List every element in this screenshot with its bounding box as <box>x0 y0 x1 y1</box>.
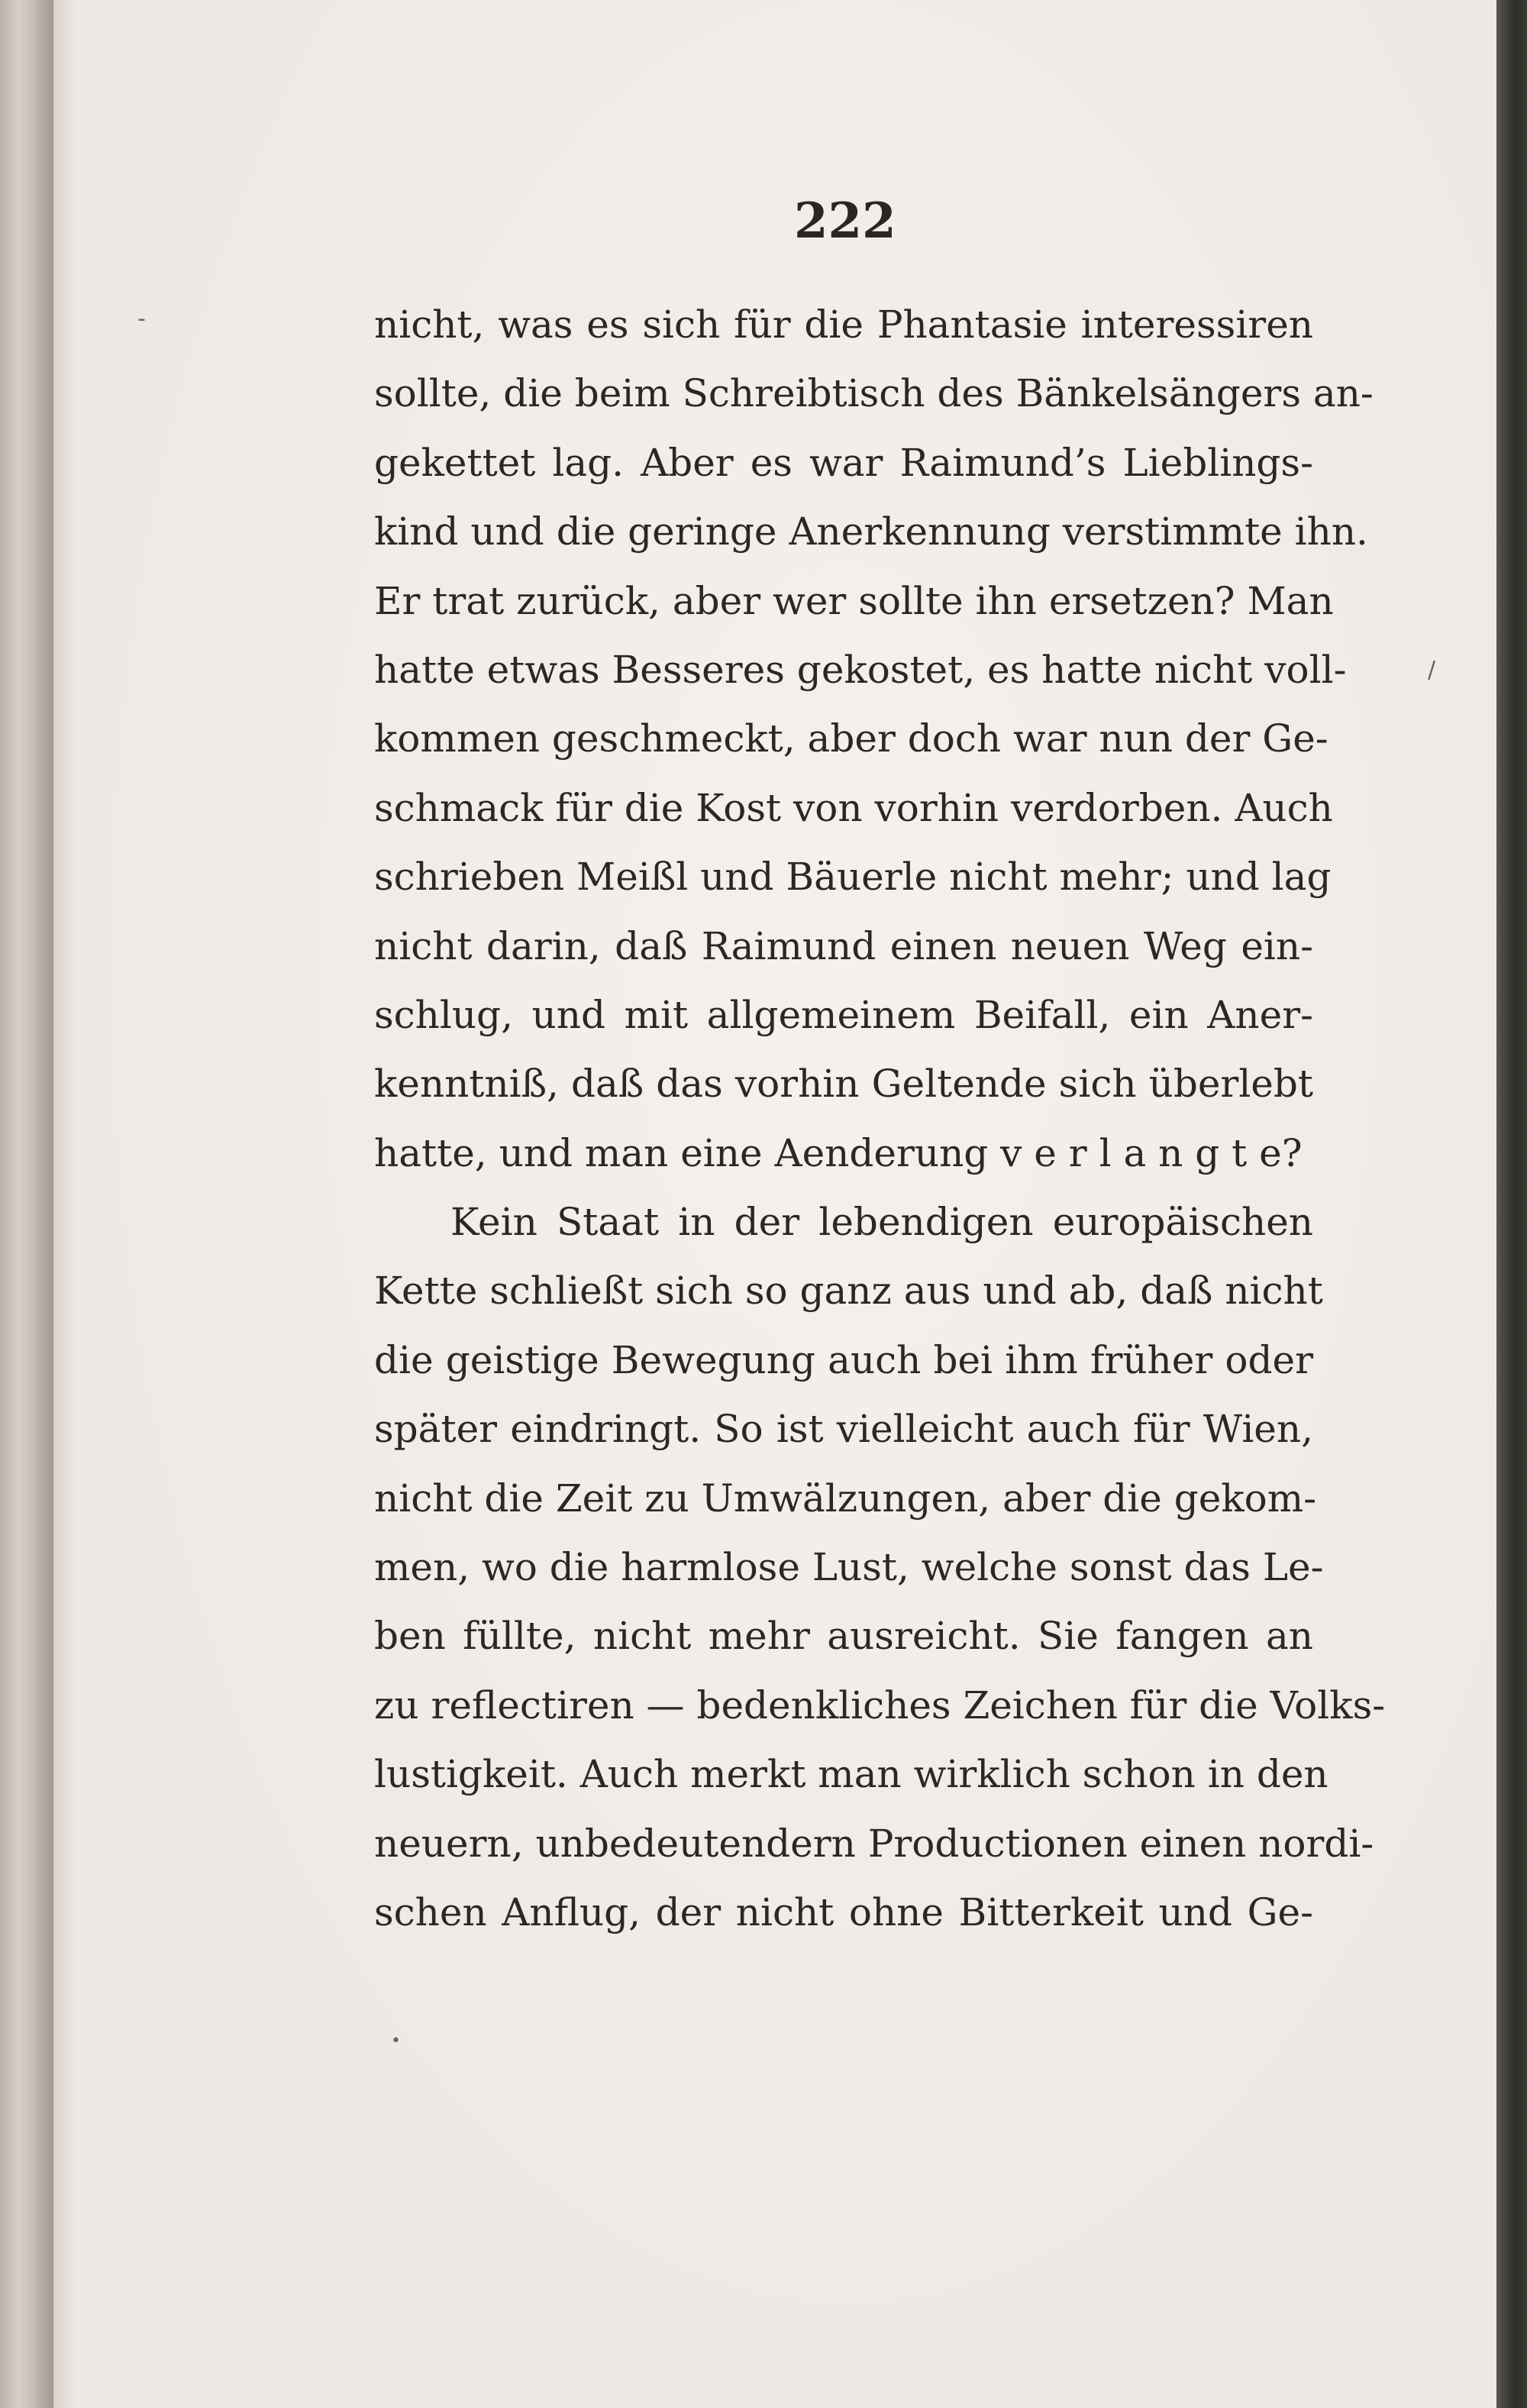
text-line: hatte etwas Besseres gekostet, es hatte nicht voll- <box>374 647 1347 692</box>
text-line: die geistige Bewegung auch bei ihm früher oder <box>374 1337 1313 1382</box>
text-line: Kette schließt sich so ganz aus und ab, daß nicht <box>374 1269 1323 1314</box>
text-line: schmack für die Kost von vorhin verdorben. Auch <box>374 785 1333 830</box>
text-line: sollte, die beim Schreibtisch des Bänkelsängers an- <box>374 371 1374 416</box>
text-line: schrieben Meißl und Bäuerle nicht mehr; und lag <box>374 855 1332 900</box>
margin-mark: - <box>137 305 146 332</box>
text-line: nicht darin, daß Raimund einen neuen Weg ein- <box>374 923 1313 968</box>
text-line: schlug, und mit allgemeinem Beifall, ein Aner- <box>374 992 1313 1037</box>
book-spine-edge <box>1496 0 1527 2408</box>
text-line: Kein Staat in der lebendigen europäischen <box>450 1200 1313 1245</box>
body-text <box>374 290 1386 1947</box>
text-line: zu reflectiren — bedenkliches Zeichen für die Volks- <box>374 1682 1386 1728</box>
text-line: später eindringt. So ist vielleicht auch für Wien, <box>374 1407 1313 1452</box>
text-line: gekettet lag. Aber es war Raimund’s Lieblings- <box>374 440 1313 485</box>
text-line: kenntniß, daß das vorhin Geltende sich überlebt <box>374 1062 1313 1107</box>
previous-page-edge <box>0 0 53 2408</box>
margin-mark: • <box>391 2031 401 2051</box>
text-line: ben füllte, nicht mehr ausreicht. Sie fangen an <box>374 1614 1313 1659</box>
text-line: nicht die Zeit zu Umwälzungen, aber die gekom- <box>374 1476 1317 1521</box>
page-number: 222 <box>794 192 896 250</box>
text-line: schen Anflug, der nicht ohne Bitterkeit und Ge- <box>374 1889 1313 1934</box>
text-line: hatte, und man eine Aenderung v e r l a n g t e? <box>374 1130 1303 1175</box>
text-line: lustigkeit. Auch merkt man wirklich schon in den <box>374 1752 1328 1797</box>
text-line: neuern, unbedeutendern Productionen einen nordi- <box>374 1821 1374 1866</box>
text-line: kind und die geringe Anerkennung verstimmte ihn. <box>374 509 1368 554</box>
text-line: Er trat zurück, aber wer sollte ihn ersetzen? Man <box>374 578 1334 623</box>
margin-mark: / <box>1428 657 1436 684</box>
text-line: nicht, was es sich für die Phantasie interessiren <box>374 302 1313 347</box>
text-line: kommen geschmeckt, aber doch war nun der Ge- <box>374 716 1328 761</box>
text-line: men, wo die harmlose Lust, welche sonst das Le- <box>374 1545 1324 1590</box>
